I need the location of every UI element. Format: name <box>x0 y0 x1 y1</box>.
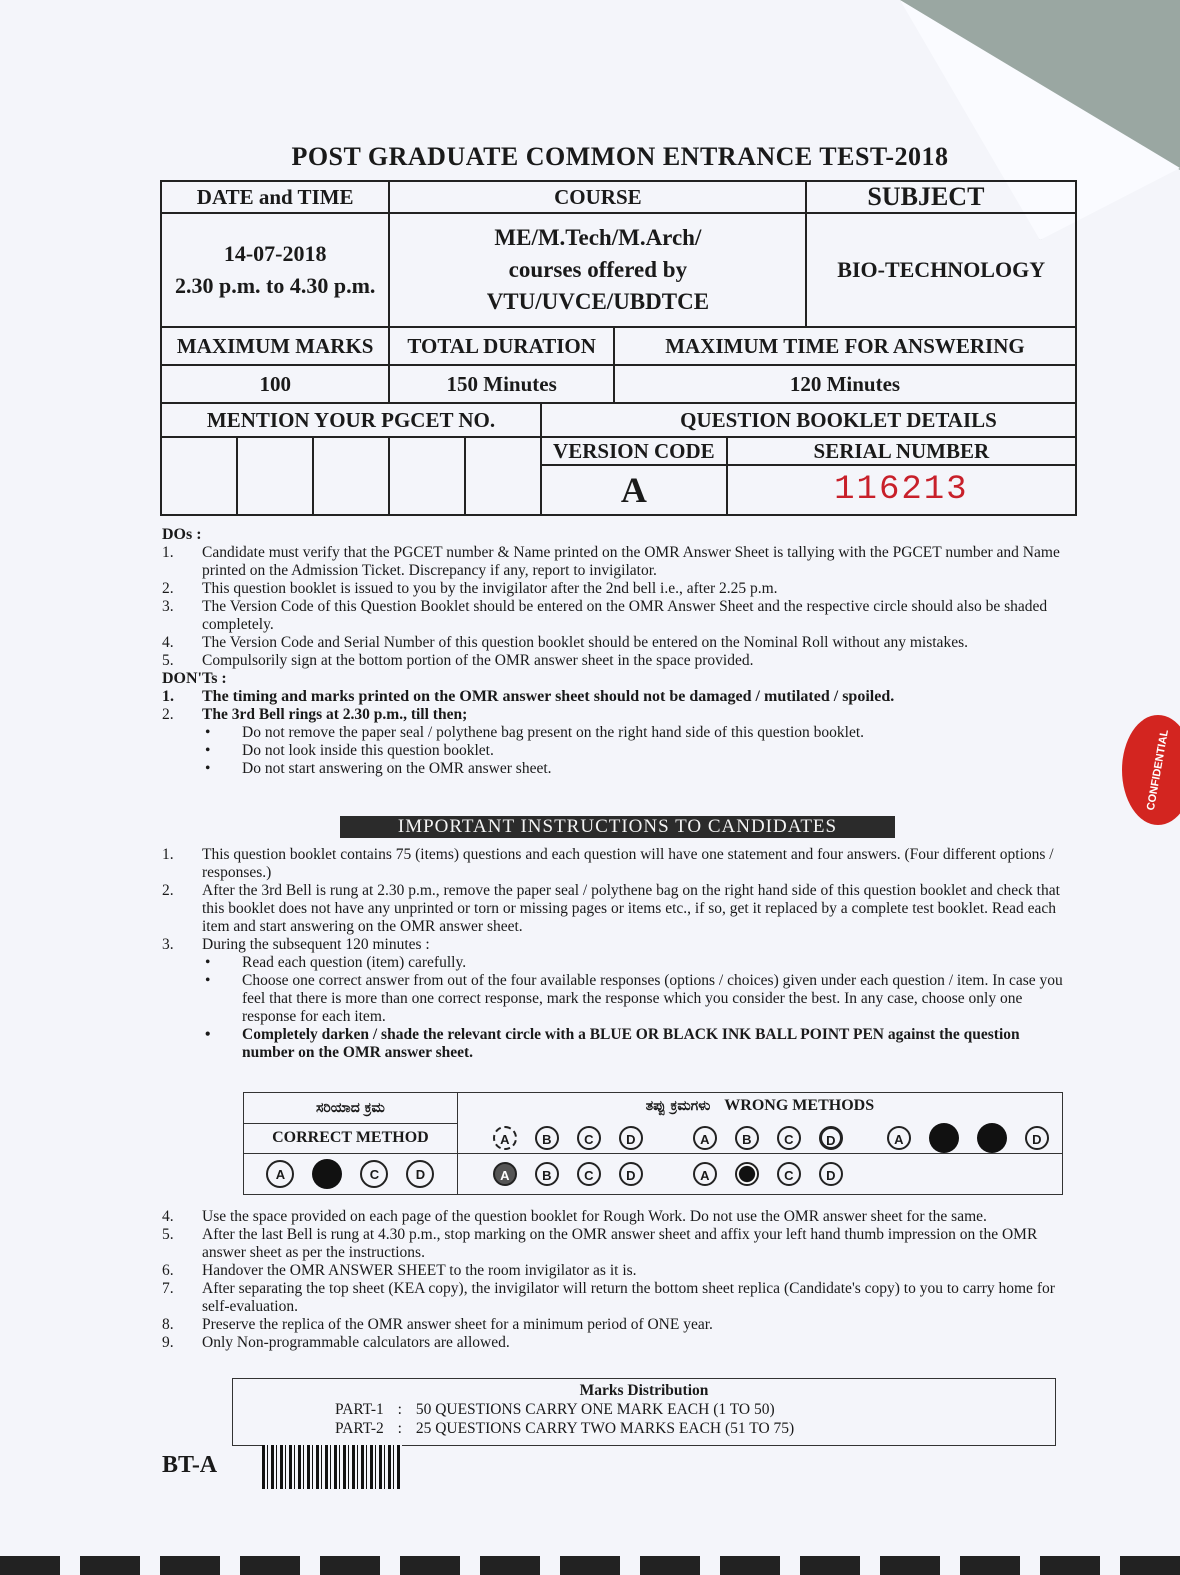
donts-list <box>162 688 1072 724</box>
booklet-code: BT-A <box>162 1452 218 1478</box>
pgcet-digit-box[interactable] <box>161 437 237 515</box>
instructions-list <box>162 846 1072 954</box>
item-number: 1. <box>162 688 174 705</box>
max-marks-value: 100 <box>161 365 389 403</box>
item-text: This question booklet contains 75 (items) questions and each question will have one statement and four answers. (Four different options / responses.) <box>202 846 1054 881</box>
circle-d-ticked: D <box>819 1126 843 1150</box>
circle-a-scribbled: A <box>493 1126 517 1150</box>
circle-d: D <box>406 1160 434 1188</box>
item-number: 2. <box>162 706 174 723</box>
bullet-item: • Completely darken / shade the relevant circle with a BLUE OR BLACK INK BALL POINT PEN against the question number on the OMR answer sheet. <box>242 1026 1072 1062</box>
circle-c: C <box>777 1162 801 1186</box>
barcode <box>262 1445 402 1489</box>
list-item <box>162 598 1072 634</box>
exam-time: 2.30 p.m. to 4.30 p.m. <box>174 273 376 298</box>
confidential-seal <box>1122 715 1180 825</box>
exam-details-table <box>160 180 1077 516</box>
pgcet-digit-box[interactable] <box>389 437 465 515</box>
item-number: 4. <box>162 1208 174 1225</box>
circle-c: C <box>777 1126 801 1150</box>
instructions-list-continued <box>162 1208 1072 1352</box>
max-time-label: MAXIMUM TIME FOR ANSWERING <box>614 327 1076 365</box>
bullet-item: • Do not start answering on the OMR answer sheet. <box>242 760 1072 778</box>
total-duration-value: 150 Minutes <box>389 365 614 403</box>
dos-section <box>162 526 1072 778</box>
marks-distribution-box <box>232 1378 1056 1446</box>
item-text: The timing and marks printed on the OMR answer sheet should not be damaged / mutilated / spoiled. <box>202 688 895 705</box>
separator: : <box>397 1420 402 1437</box>
circle-a-partial: A <box>493 1162 517 1186</box>
circle-a: A <box>693 1126 717 1150</box>
list-item <box>162 544 1072 580</box>
circle-a: A <box>693 1162 717 1186</box>
list-item <box>162 1262 1072 1280</box>
list-item <box>162 1208 1072 1226</box>
version-code-label: VERSION CODE <box>541 437 727 465</box>
max-time-value: 120 Minutes <box>614 365 1076 403</box>
item-number: 7. <box>162 1280 174 1297</box>
item-number: 1. <box>162 846 174 863</box>
course-line-3: VTU/UVCE/UBDTCE <box>486 289 710 314</box>
booklet-details-label: QUESTION BOOKLET DETAILS <box>541 403 1076 437</box>
list-item <box>162 1334 1072 1352</box>
course-line-2: courses offered by <box>508 257 688 282</box>
list-item <box>162 652 1072 670</box>
correct-method-label: CORRECT METHOD <box>244 1123 458 1154</box>
item-number: 4. <box>162 634 174 651</box>
correct-method-example <box>244 1154 458 1195</box>
serial-number-value: 116213 <box>727 465 1076 515</box>
wrong-methods-row-1 <box>458 1123 1062 1153</box>
bullet-item: • Read each question (item) carefully. <box>242 954 1072 972</box>
list-item <box>162 1226 1072 1262</box>
circle-a: A <box>887 1126 911 1150</box>
pgcet-digit-box[interactable] <box>465 437 541 515</box>
dos-list <box>162 544 1072 670</box>
part-2-label: PART-2 <box>335 1420 384 1437</box>
list-item <box>162 580 1072 598</box>
pgcet-digit-box[interactable] <box>237 437 313 515</box>
item-number: 6. <box>162 1262 174 1279</box>
circle-c: C <box>577 1162 601 1186</box>
item-text: Only Non-programmable calculators are allowed. <box>202 1334 510 1351</box>
item-number: 3. <box>162 598 174 615</box>
item-number: 2. <box>162 882 174 899</box>
list-item <box>162 706 1072 724</box>
date-time-cell <box>161 213 389 327</box>
item-text: After the 3rd Bell is rung at 2.30 p.m., remove the paper seal / polythene bag on the right hand side of this question booklet and check that this booklet does not have any unprinted or torn or missing pages or items etc., if so, get it replaced by a complete test booklet. Read each item and start answering on the OMR answer sheet. <box>202 882 1060 935</box>
part-1-label: PART-1 <box>335 1401 384 1418</box>
instructions-banner: IMPORTANT INSTRUCTIONS TO CANDIDATES <box>340 816 895 838</box>
version-code-value: A <box>541 465 727 515</box>
item-number: 3. <box>162 936 174 953</box>
item-text: Compulsorily sign at the bottom portion of the OMR answer sheet in the space provided. <box>202 652 754 669</box>
instructions-section <box>162 846 1072 1062</box>
circle-b: B <box>535 1126 559 1150</box>
separator: : <box>397 1401 402 1418</box>
circle-filled <box>929 1123 959 1153</box>
item-text: After the last Bell is rung at 4.30 p.m., stop marking on the OMR answer sheet and affix your left hand thumb impression on the OMR answer sheet as per the instructions. <box>202 1226 1038 1261</box>
item-text: The 3rd Bell rings at 2.30 p.m., till then; <box>202 706 468 723</box>
marks-heading: Marks Distribution <box>579 1382 709 1399</box>
correct-method-kannada: ಸರಿಯಾದ ಕ್ರಮ <box>244 1093 458 1124</box>
bullet-item: • Do not look inside this question booklet. <box>242 742 1072 760</box>
part-1-text: 50 QUESTIONS CARRY ONE MARK EACH (1 TO 50) <box>415 1401 775 1418</box>
item-text: Use the space provided on each page of the question booklet for Rough Work. Do not use the OMR answer sheet for the same. <box>202 1208 987 1225</box>
bullet-item: • Do not remove the paper seal / polythene bag present on the right hand side of this question booklet. <box>242 724 1072 742</box>
circle-b: B <box>735 1126 759 1150</box>
course-label: COURSE <box>389 181 806 213</box>
serial-number-label: SERIAL NUMBER <box>727 437 1076 465</box>
wrong-methods-label: WRONG METHODS <box>724 1097 875 1114</box>
wrong-methods-row-2 <box>457 1154 1062 1195</box>
max-marks-label: MAXIMUM MARKS <box>161 327 389 365</box>
page-title: POST GRADUATE COMMON ENTRANCE TEST-2018 <box>291 142 949 171</box>
list-item <box>162 936 1072 954</box>
list-item <box>162 688 1072 706</box>
donts-bullets <box>162 724 1072 778</box>
item-text: After separating the top sheet (KEA copy), the invigilator will return the bottom sheet replica (Candidate's copy) to you to carry home for self-evaluation. <box>202 1280 1055 1315</box>
total-duration-label: TOTAL DURATION <box>389 327 614 365</box>
item-number: 2. <box>162 580 174 597</box>
seal-text: CONFIDENTIAL <box>1144 728 1172 812</box>
circle-half-filled <box>735 1162 759 1186</box>
list-item <box>162 634 1072 652</box>
pgcet-digit-box[interactable] <box>313 437 390 515</box>
exam-date: 14-07-2018 <box>223 241 327 266</box>
circle-d: D <box>619 1162 643 1186</box>
list-item <box>162 846 1072 882</box>
part-2-text: 25 QUESTIONS CARRY TWO MARKS EACH (51 TO 75) <box>415 1420 795 1437</box>
timing-marks-strip <box>0 1556 1180 1575</box>
wrong-methods-header <box>457 1093 1062 1154</box>
marks-part-1 <box>233 1400 1055 1419</box>
circle-filled <box>977 1123 1007 1153</box>
circle-d: D <box>1025 1126 1049 1150</box>
subject-value: BIO-TECHNOLOGY <box>806 213 1076 327</box>
marks-part-2 <box>233 1419 1055 1438</box>
donts-heading: DON'Ts : <box>162 670 227 687</box>
item-text: Preserve the replica of the OMR answer sheet for a minimum period of ONE year. <box>202 1316 713 1333</box>
list-item <box>162 1316 1072 1334</box>
item-text: During the subsequent 120 minutes : <box>202 936 430 953</box>
item-number: 8. <box>162 1316 174 1333</box>
circle-a: A <box>266 1160 294 1188</box>
item-text: The Version Code and Serial Number of this question booklet should be entered on the Nominal Roll without any mistakes. <box>202 634 968 651</box>
item-number: 5. <box>162 1226 174 1243</box>
omr-methods-table <box>243 1092 1063 1195</box>
bullet-item: • Choose one correct answer from out of the four available responses (options / choices) given under each question / item. In case you feel that there is more than one correct response, mark the response which you consider the best. In any case, choose only one response for each item. <box>242 972 1072 1026</box>
instructions-continued <box>162 1208 1072 1352</box>
subject-label: SUBJECT <box>806 181 1076 213</box>
item-text: Candidate must verify that the PGCET number & Name printed on the OMR Answer Sheet is tallying with the PGCET number and Name printed on the Admission Ticket. Discrepancy if any, report to invigilator. <box>202 544 1060 579</box>
wrong-methods-kannada: ತಪ್ಪು ಕ್ರಮಗಳು <box>645 1098 711 1114</box>
item-text: Handover the OMR ANSWER SHEET to the room invigilator as it is. <box>202 1262 637 1279</box>
dos-heading: DOs : <box>162 526 202 543</box>
course-cell <box>389 213 806 327</box>
list-item <box>162 882 1072 936</box>
circle-d: D <box>819 1162 843 1186</box>
circle-c: C <box>360 1160 388 1188</box>
pgcet-label: MENTION YOUR PGCET NO. <box>161 403 541 437</box>
item-text: The Version Code of this Question Booklet should be entered on the OMR Answer Sheet and the respective circle should also be shaded completely. <box>202 598 1048 633</box>
date-time-label: DATE and TIME <box>161 181 389 213</box>
item-number: 1. <box>162 544 174 561</box>
item-number: 9. <box>162 1334 174 1351</box>
item-number: 5. <box>162 652 174 669</box>
circle-filled <box>312 1159 342 1189</box>
list-item <box>162 1280 1072 1316</box>
item-text: This question booklet is issued to you by the invigilator after the 2nd bell i.e., after 2.25 p.m. <box>202 580 778 597</box>
circle-c: C <box>577 1126 601 1150</box>
course-line-1: ME/M.Tech/M.Arch/ <box>494 225 702 250</box>
instruction-bullets <box>162 954 1072 1062</box>
circle-d: D <box>619 1126 643 1150</box>
circle-b: B <box>535 1162 559 1186</box>
